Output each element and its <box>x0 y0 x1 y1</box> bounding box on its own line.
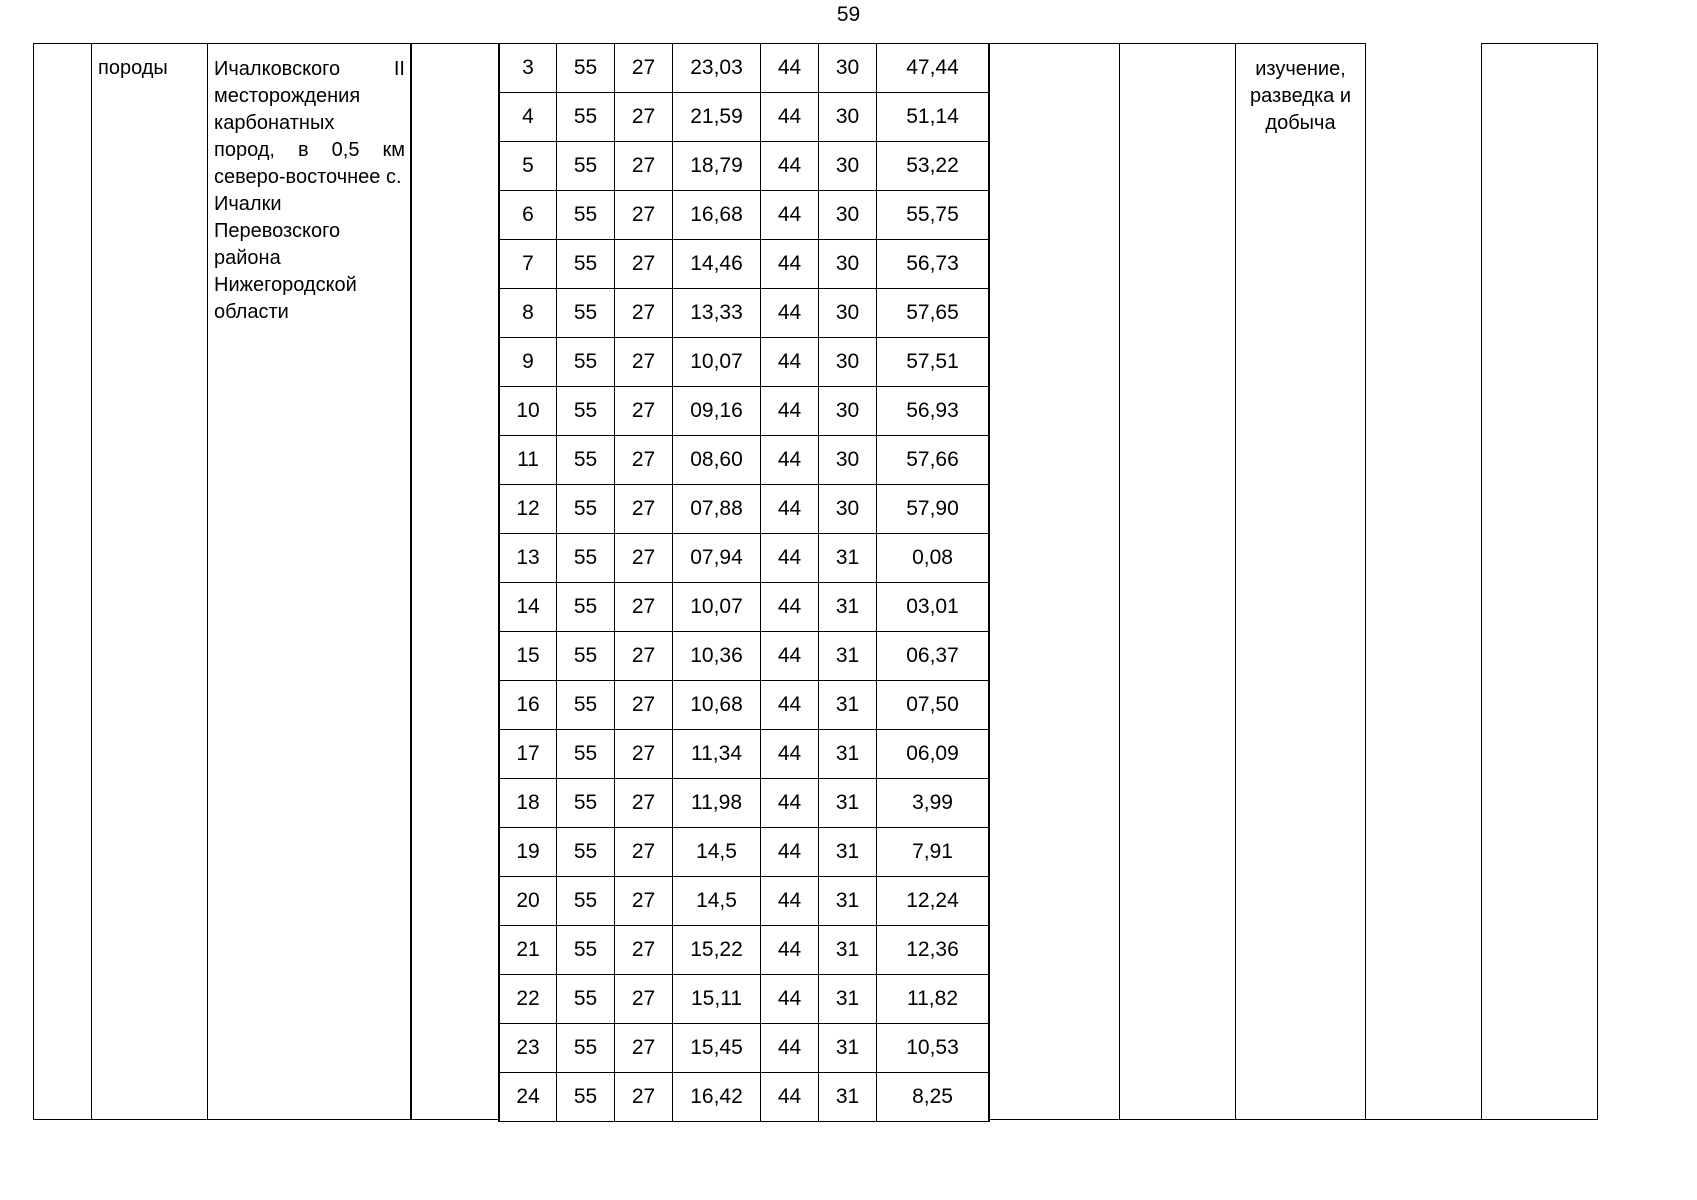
lat-min-cell: 27 <box>614 1072 673 1122</box>
col-mineral-type <box>91 43 208 1120</box>
lat-sec-cell: 13,33 <box>672 288 761 338</box>
lat-deg-cell: 55 <box>556 1072 615 1122</box>
col-index <box>33 43 92 1120</box>
site-name-line: северо-восточнее с. <box>214 166 402 188</box>
lon-sec-cell: 57,65 <box>876 288 990 338</box>
point-number-cell: 5 <box>498 141 557 191</box>
lat-min-cell: 27 <box>614 288 673 338</box>
purpose-line: изучение, <box>1255 58 1346 80</box>
lat-min-cell: 27 <box>614 827 673 877</box>
lat-sec-cell: 09,16 <box>672 386 761 436</box>
purpose-line: добыча <box>1265 112 1336 134</box>
lat-min-cell: 27 <box>614 190 673 240</box>
point-number-cell: 11 <box>498 435 557 485</box>
lat-sec-cell: 18,79 <box>672 141 761 191</box>
lon-deg-cell: 44 <box>760 925 819 975</box>
lat-deg-cell: 55 <box>556 974 615 1024</box>
lon-min-cell: 30 <box>818 337 877 387</box>
lon-min-cell: 31 <box>818 631 877 681</box>
lon-min-cell: 31 <box>818 974 877 1024</box>
lon-sec-cell: 57,66 <box>876 435 990 485</box>
col-site-name <box>207 43 411 1120</box>
point-number-cell: 22 <box>498 974 557 1024</box>
point-number-cell: 24 <box>498 1072 557 1122</box>
lon-sec-cell: 51,14 <box>876 92 990 142</box>
lon-sec-cell: 3,99 <box>876 778 990 828</box>
point-number-cell: 23 <box>498 1023 557 1073</box>
purpose-line: разведка и <box>1250 85 1351 107</box>
lat-min-cell: 27 <box>614 484 673 534</box>
lat-sec-cell: 11,34 <box>672 729 761 779</box>
lat-min-cell: 27 <box>614 974 673 1024</box>
site-name-line: Нижегородской <box>214 274 357 296</box>
lon-deg-cell: 44 <box>760 337 819 387</box>
point-number-cell: 20 <box>498 876 557 926</box>
lat-min-cell: 27 <box>614 680 673 730</box>
lon-min-cell: 30 <box>818 288 877 338</box>
col-purpose <box>1235 43 1366 1120</box>
lon-min-cell: 31 <box>818 729 877 779</box>
lon-min-cell: 31 <box>818 778 877 828</box>
lat-deg-cell: 55 <box>556 239 615 289</box>
lat-min-cell: 27 <box>614 435 673 485</box>
lon-min-cell: 30 <box>818 43 877 93</box>
lat-deg-cell: 55 <box>556 533 615 583</box>
lon-deg-cell: 44 <box>760 288 819 338</box>
lat-min-cell: 27 <box>614 925 673 975</box>
lon-min-cell: 31 <box>818 876 877 926</box>
lon-deg-cell: 44 <box>760 533 819 583</box>
point-number-cell: 18 <box>498 778 557 828</box>
lat-deg-cell: 55 <box>556 631 615 681</box>
lon-min-cell: 30 <box>818 141 877 191</box>
lat-min-cell: 27 <box>614 386 673 436</box>
site-name-text <box>214 56 405 326</box>
site-name-line: Ичалковского II <box>214 58 405 80</box>
lon-deg-cell: 44 <box>760 631 819 681</box>
lon-sec-cell: 7,91 <box>876 827 990 877</box>
page-number: 59 <box>836 3 861 26</box>
lon-sec-cell: 06,09 <box>876 729 990 779</box>
lat-sec-cell: 16,68 <box>672 190 761 240</box>
lon-min-cell: 31 <box>818 1072 877 1122</box>
point-number-cell: 3 <box>498 43 557 93</box>
lon-sec-cell: 10,53 <box>876 1023 990 1073</box>
lat-sec-cell: 15,22 <box>672 925 761 975</box>
lat-sec-cell: 07,94 <box>672 533 761 583</box>
lon-min-cell: 31 <box>818 582 877 632</box>
lon-deg-cell: 44 <box>760 876 819 926</box>
lat-sec-cell: 14,5 <box>672 827 761 877</box>
lon-sec-cell: 47,44 <box>876 43 990 93</box>
lon-sec-cell: 12,36 <box>876 925 990 975</box>
lat-sec-cell: 11,98 <box>672 778 761 828</box>
col-blank-b <box>988 43 1120 1120</box>
lat-deg-cell: 55 <box>556 680 615 730</box>
lon-deg-cell: 44 <box>760 582 819 632</box>
lat-deg-cell: 55 <box>556 435 615 485</box>
lat-min-cell: 27 <box>614 1023 673 1073</box>
site-name-line: Перевозского <box>214 220 341 242</box>
lon-sec-cell: 12,24 <box>876 876 990 926</box>
lon-deg-cell: 44 <box>760 974 819 1024</box>
lat-deg-cell: 55 <box>556 92 615 142</box>
lat-deg-cell: 55 <box>556 582 615 632</box>
lon-min-cell: 30 <box>818 435 877 485</box>
mineral-type-text: породы <box>98 57 168 79</box>
site-name-line: района <box>214 247 281 269</box>
point-number-cell: 14 <box>498 582 557 632</box>
lat-min-cell: 27 <box>614 337 673 387</box>
lon-min-cell: 31 <box>818 1023 877 1073</box>
lon-min-cell: 30 <box>818 484 877 534</box>
point-number-cell: 4 <box>498 92 557 142</box>
lat-sec-cell: 14,46 <box>672 239 761 289</box>
lon-sec-cell: 56,73 <box>876 239 990 289</box>
site-name-line: карбонатных <box>214 112 335 134</box>
lat-min-cell: 27 <box>614 582 673 632</box>
lat-deg-cell: 55 <box>556 288 615 338</box>
point-number-cell: 13 <box>498 533 557 583</box>
lat-deg-cell: 55 <box>556 141 615 191</box>
lon-sec-cell: 57,51 <box>876 337 990 387</box>
lat-deg-cell: 55 <box>556 876 615 926</box>
lat-deg-cell: 55 <box>556 778 615 828</box>
lon-deg-cell: 44 <box>760 239 819 289</box>
lat-deg-cell: 55 <box>556 190 615 240</box>
col-blank-c <box>1119 43 1236 1120</box>
lon-min-cell: 30 <box>818 92 877 142</box>
lon-sec-cell: 8,25 <box>876 1072 990 1122</box>
lat-deg-cell: 55 <box>556 337 615 387</box>
lon-deg-cell: 44 <box>760 386 819 436</box>
lat-min-cell: 27 <box>614 92 673 142</box>
lon-sec-cell: 03,01 <box>876 582 990 632</box>
col-blank-e <box>1481 43 1598 1120</box>
lon-min-cell: 30 <box>818 386 877 436</box>
lat-sec-cell: 10,07 <box>672 337 761 387</box>
lon-deg-cell: 44 <box>760 1023 819 1073</box>
lat-sec-cell: 10,68 <box>672 680 761 730</box>
lon-min-cell: 31 <box>818 925 877 975</box>
point-number-cell: 15 <box>498 631 557 681</box>
lon-deg-cell: 44 <box>760 43 819 93</box>
lat-sec-cell: 08,60 <box>672 435 761 485</box>
lat-deg-cell: 55 <box>556 386 615 436</box>
lat-min-cell: 27 <box>614 876 673 926</box>
lon-deg-cell: 44 <box>760 729 819 779</box>
point-number-cell: 21 <box>498 925 557 975</box>
point-number-cell: 6 <box>498 190 557 240</box>
lon-min-cell: 30 <box>818 190 877 240</box>
col-blank-d <box>1365 43 1482 1120</box>
point-number-cell: 8 <box>498 288 557 338</box>
lat-sec-cell: 21,59 <box>672 92 761 142</box>
lon-sec-cell: 0,08 <box>876 533 990 583</box>
lon-deg-cell: 44 <box>760 1072 819 1122</box>
lat-deg-cell: 55 <box>556 43 615 93</box>
lon-sec-cell: 56,93 <box>876 386 990 436</box>
lon-sec-cell: 11,82 <box>876 974 990 1024</box>
lon-deg-cell: 44 <box>760 827 819 877</box>
lat-min-cell: 27 <box>614 43 673 93</box>
lat-deg-cell: 55 <box>556 729 615 779</box>
point-number-cell: 16 <box>498 680 557 730</box>
lon-min-cell: 31 <box>818 827 877 877</box>
col-blank-a <box>410 43 499 1120</box>
purpose-text <box>1236 56 1365 137</box>
lat-sec-cell: 15,11 <box>672 974 761 1024</box>
site-name-line: пород, в 0,5 км <box>214 139 405 161</box>
lat-sec-cell: 15,45 <box>672 1023 761 1073</box>
lat-sec-cell: 14,5 <box>672 876 761 926</box>
lat-deg-cell: 55 <box>556 1023 615 1073</box>
lon-min-cell: 31 <box>818 680 877 730</box>
lon-deg-cell: 44 <box>760 484 819 534</box>
lon-sec-cell: 07,50 <box>876 680 990 730</box>
lat-min-cell: 27 <box>614 631 673 681</box>
lon-sec-cell: 55,75 <box>876 190 990 240</box>
lat-deg-cell: 55 <box>556 484 615 534</box>
lon-sec-cell: 06,37 <box>876 631 990 681</box>
lat-min-cell: 27 <box>614 141 673 191</box>
lat-sec-cell: 10,36 <box>672 631 761 681</box>
lat-min-cell: 27 <box>614 729 673 779</box>
point-number-cell: 9 <box>498 337 557 387</box>
lat-min-cell: 27 <box>614 533 673 583</box>
lon-sec-cell: 53,22 <box>876 141 990 191</box>
lon-deg-cell: 44 <box>760 92 819 142</box>
lat-min-cell: 27 <box>614 239 673 289</box>
lon-min-cell: 31 <box>818 533 877 583</box>
point-number-cell: 12 <box>498 484 557 534</box>
lat-sec-cell: 07,88 <box>672 484 761 534</box>
lat-sec-cell: 16,42 <box>672 1072 761 1122</box>
lat-deg-cell: 55 <box>556 925 615 975</box>
point-number-cell: 17 <box>498 729 557 779</box>
lon-deg-cell: 44 <box>760 190 819 240</box>
lat-min-cell: 27 <box>614 778 673 828</box>
site-name-line: области <box>214 301 289 323</box>
lon-sec-cell: 57,90 <box>876 484 990 534</box>
lon-deg-cell: 44 <box>760 778 819 828</box>
point-number-cell: 19 <box>498 827 557 877</box>
lon-min-cell: 30 <box>818 239 877 289</box>
lat-sec-cell: 23,03 <box>672 43 761 93</box>
lon-deg-cell: 44 <box>760 141 819 191</box>
site-name-line: Ичалки <box>214 193 282 215</box>
lon-deg-cell: 44 <box>760 680 819 730</box>
lat-deg-cell: 55 <box>556 827 615 877</box>
lon-deg-cell: 44 <box>760 435 819 485</box>
point-number-cell: 10 <box>498 386 557 436</box>
point-number-cell: 7 <box>498 239 557 289</box>
lat-sec-cell: 10,07 <box>672 582 761 632</box>
site-name-line: месторождения <box>214 85 361 107</box>
